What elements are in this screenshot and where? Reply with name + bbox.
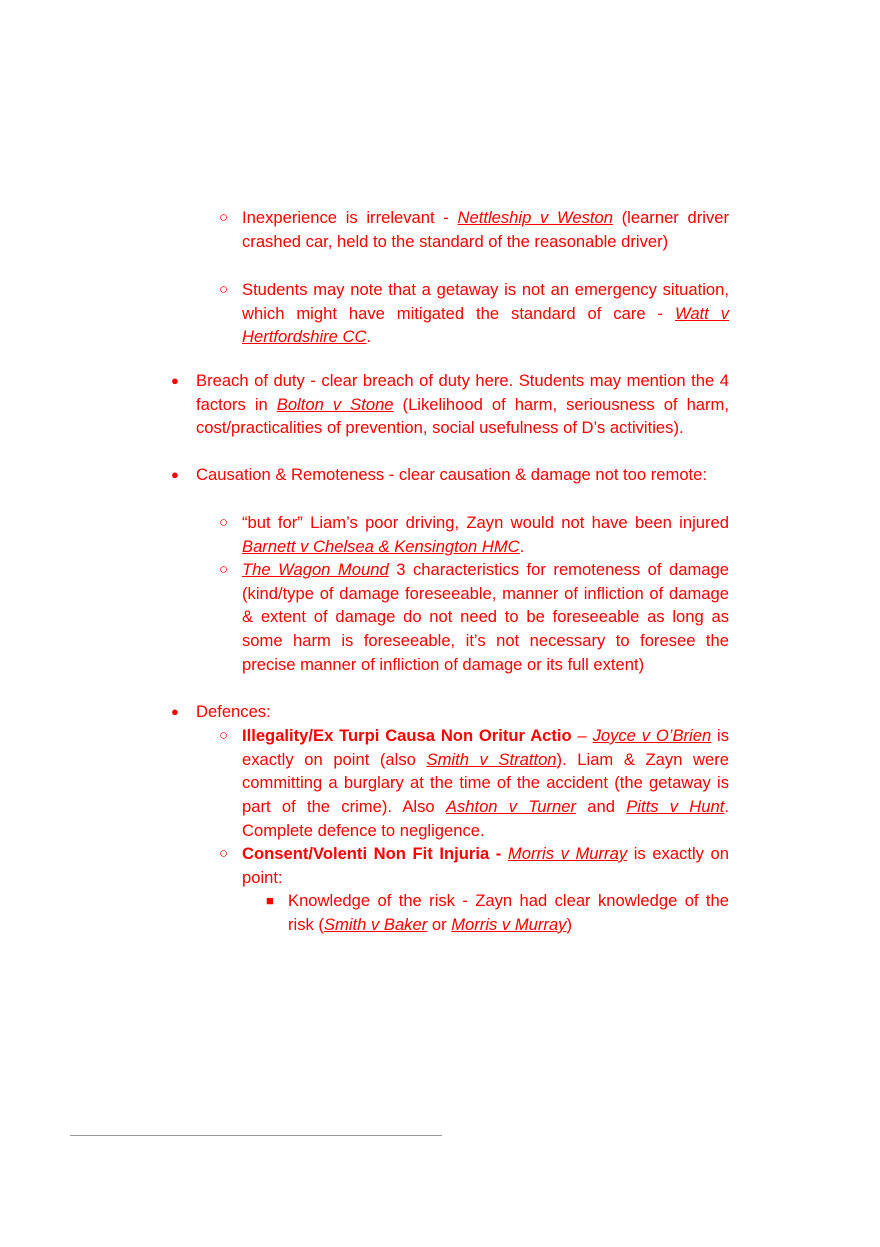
hollow-circle-bullet-icon: ○ <box>219 514 229 531</box>
item-text: . Complete defence to negligence. <box>242 797 729 840</box>
list-item <box>171 369 729 440</box>
list-item <box>219 511 729 558</box>
case-citation: Joyce v O’Brien <box>592 726 712 745</box>
case-citation: The Wagon Mound <box>242 560 389 579</box>
item-text: is exactly on point (also <box>242 726 729 769</box>
case-citation: Barnett v Chelsea & Kensington HMC <box>242 536 520 556</box>
item-text: or <box>427 914 452 934</box>
list-item <box>219 724 730 843</box>
item-text: Causation & Remoteness - clear causation & damage not too remote: <box>196 465 707 484</box>
list-item <box>219 206 729 253</box>
defence-heading: Illegality/Ex Turpi Causa Non Oritur Actio <box>242 726 572 745</box>
list-item <box>219 278 729 349</box>
item-text: and <box>576 797 627 817</box>
square-bullet-icon: ■ <box>266 893 274 908</box>
footnote-separator <box>70 1135 442 1136</box>
case-citation: Morris v Murray <box>451 914 567 934</box>
case-citation: Bolton v Stone <box>276 394 394 414</box>
case-citation: Pitts v Hunt <box>626 797 725 817</box>
item-text: Inexperience is irrelevant - <box>242 208 458 227</box>
item-text: Defences: <box>196 702 271 721</box>
hollow-circle-bullet-icon: ○ <box>219 727 229 744</box>
list-item <box>219 842 729 889</box>
item-text: Students may note that a getaway is not an emergency situation, which might have mitigated the standard of care - <box>242 280 729 323</box>
item-text: . <box>366 327 372 347</box>
item-text <box>501 844 508 863</box>
item-text: 3 characteristics for remoteness of damage (kind/type of damage foreseeable, manner of infliction of damage & extent of damage do not need to be foreseeable as long as some harm is foreseeable, it’s not necessary to foresee the precise manner of infliction of damage or its full extent) <box>242 560 729 674</box>
case-citation: Watt v Hertfordshire CC <box>242 303 729 347</box>
case-citation: Nettleship v Weston <box>457 208 613 227</box>
hollow-circle-bullet-icon: ○ <box>219 561 229 578</box>
list-item <box>219 558 729 677</box>
defence-heading: Consent/Volenti Non Fit Injuria - <box>242 844 502 863</box>
hollow-circle-bullet-icon: ○ <box>219 209 229 226</box>
case-citation: Smith v Stratton <box>426 749 557 769</box>
item-text: . <box>519 536 525 556</box>
filled-circle-bullet-icon: ● <box>171 704 179 719</box>
case-citation: Smith v Baker <box>323 914 428 934</box>
filled-circle-bullet-icon: ● <box>171 467 179 482</box>
case-citation: Ashton v Turner <box>445 797 576 817</box>
list-item <box>171 463 729 487</box>
item-text: “but for” Liam’s poor driving, Zayn would not have been injured <box>242 513 729 532</box>
item-text: (learner driver crashed car, held to the standard of the reasonable driver) <box>242 208 729 251</box>
hollow-circle-bullet-icon: ○ <box>219 845 229 862</box>
list-item <box>171 700 729 724</box>
list-item <box>266 889 729 936</box>
item-text: is exactly on point: <box>242 844 729 887</box>
item-text: Breach of duty - clear breach of duty here. Students may mention the 4 factors in <box>196 371 729 414</box>
filled-circle-bullet-icon: ● <box>171 373 179 388</box>
item-text: Knowledge of the risk - Zayn had clear knowledge of the risk ( <box>288 891 729 934</box>
item-text: ). Liam & Zayn were committing a burglary at the time of the accident (the getaway is part of the crime). Also <box>242 749 730 817</box>
item-text: – <box>571 726 593 745</box>
item-text: (Likelihood of harm, seriousness of harm, cost/practicalities of prevention, social usefulness of D’s activities). <box>196 394 729 438</box>
item-text: ) <box>566 914 572 934</box>
hollow-circle-bullet-icon: ○ <box>219 281 229 298</box>
case-citation: Morris v Murray <box>507 844 628 863</box>
